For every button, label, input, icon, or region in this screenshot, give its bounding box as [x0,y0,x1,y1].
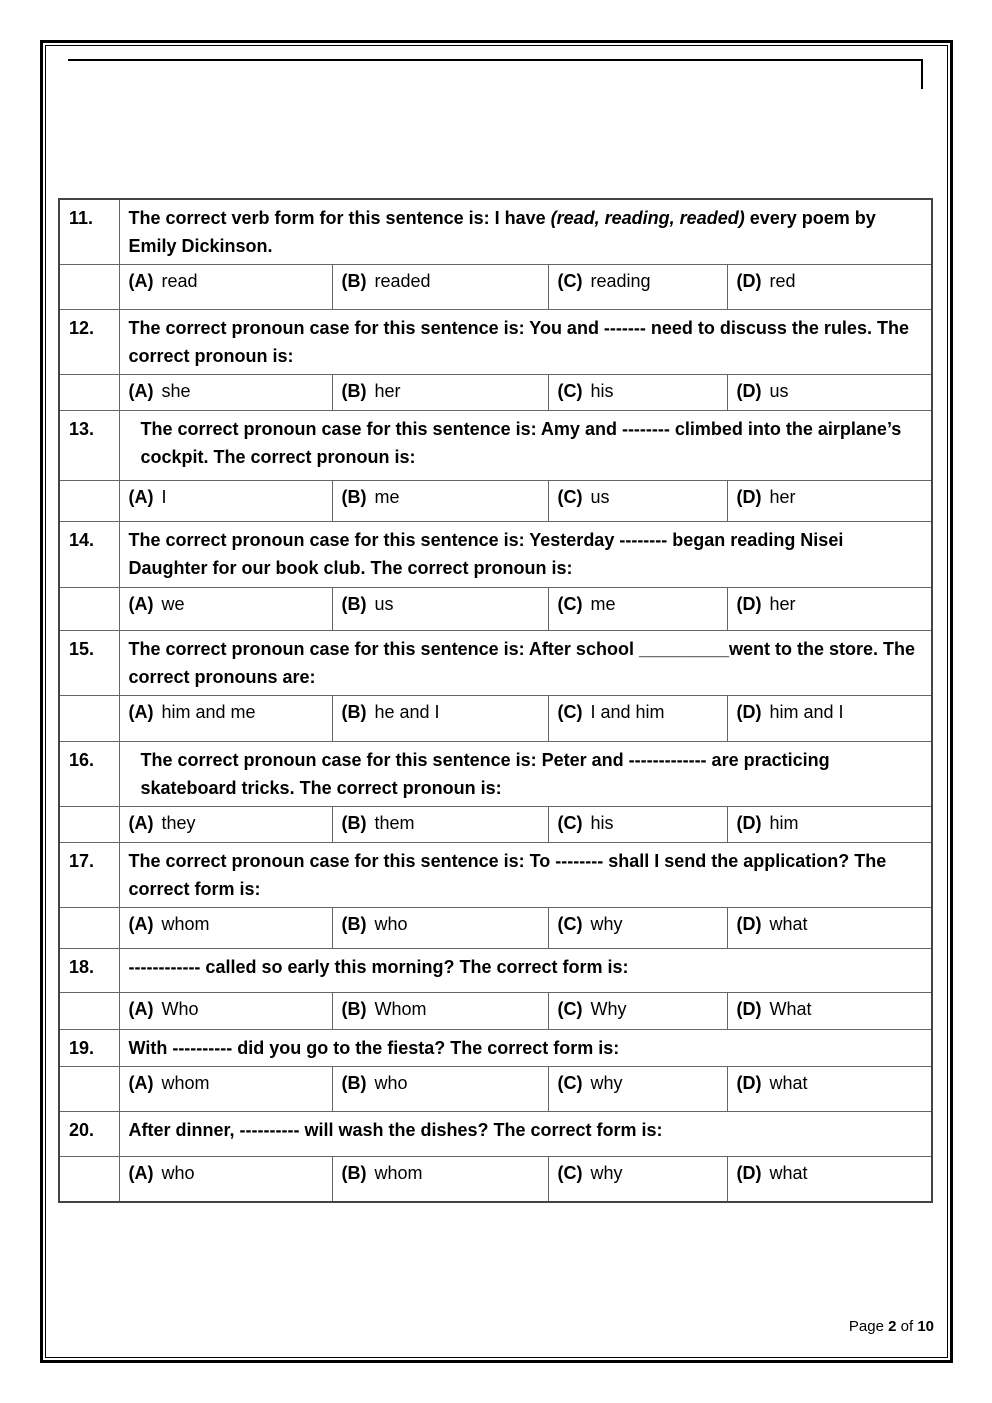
options-row [59,993,932,1030]
option-b[interactable]: (B) them [332,807,548,843]
question-row [59,631,932,696]
option-d[interactable]: (D) what [727,908,932,949]
option-d[interactable]: (D) what [727,1067,932,1112]
options-row [59,807,932,843]
question-text: With ---------- did you go to the fiesta? The correct form is: [119,1030,932,1067]
question-row [59,742,932,807]
option-b[interactable]: (B) readed [332,265,548,310]
question-row [59,1112,932,1157]
question-number: 13. [59,411,119,481]
question-row [59,522,932,588]
question-text: The correct pronoun case for this sentence is: Amy and -------- climbed into the airplane’s cockpit. The correct pronoun is: [119,411,932,481]
option-b[interactable]: (B) me [332,481,548,522]
question-text: ------------ called so early this morning? The correct form is: [119,949,932,993]
options-row [59,375,932,411]
option-d[interactable]: (D) him and I [727,696,932,742]
question-number: 15. [59,631,119,696]
option-a[interactable]: (A) she [119,375,332,411]
option-a[interactable]: (A) him and me [119,696,332,742]
options-row [59,588,932,631]
option-c[interactable]: (C) why [548,908,727,949]
option-c[interactable]: (C) us [548,481,727,522]
option-b[interactable]: (B) who [332,1067,548,1112]
option-b[interactable]: (B) us [332,588,548,631]
option-c[interactable]: (C) reading [548,265,727,310]
question-text: After dinner, ---------- will wash the dishes? The correct form is: [119,1112,932,1157]
question-row [59,199,932,265]
options-row [59,1157,932,1202]
question-number: 12. [59,310,119,375]
question-text: The correct pronoun case for this sentence is: Peter and ------------- are practicing skateboard tricks. The correct pronoun is: [119,742,932,807]
option-d[interactable]: (D) her [727,481,932,522]
option-a[interactable]: (A) we [119,588,332,631]
option-c[interactable]: (C) why [548,1157,727,1202]
option-c[interactable]: (C) Why [548,993,727,1030]
option-c[interactable]: (C) I and him [548,696,727,742]
options-row [59,696,932,742]
header-rule-tick [921,59,923,89]
option-c[interactable]: (C) why [548,1067,727,1112]
question-table [58,198,933,1203]
option-d[interactable]: (D) What [727,993,932,1030]
options-row [59,1067,932,1112]
question-text: The correct pronoun case for this sentence is: To -------- shall I send the application? The correct form is: [119,843,932,908]
question-row [59,310,932,375]
option-a[interactable]: (A) who [119,1157,332,1202]
option-a[interactable]: (A) I [119,481,332,522]
question-number: 20. [59,1112,119,1157]
option-a[interactable]: (A) read [119,265,332,310]
option-b[interactable]: (B) who [332,908,548,949]
option-a[interactable]: (A) they [119,807,332,843]
option-b[interactable]: (B) her [332,375,548,411]
question-text: The correct pronoun case for this sentence is: You and ------- need to discuss the rules. The correct pronoun is: [119,310,932,375]
option-c[interactable]: (C) his [548,375,727,411]
option-d[interactable]: (D) red [727,265,932,310]
option-d[interactable]: (D) us [727,375,932,411]
option-c[interactable]: (C) his [548,807,727,843]
question-row [59,843,932,908]
question-number: 19. [59,1030,119,1067]
option-b[interactable]: (B) whom [332,1157,548,1202]
option-c[interactable]: (C) me [548,588,727,631]
question-row [59,949,932,993]
option-b[interactable]: (B) he and I [332,696,548,742]
options-row [59,481,932,522]
option-a[interactable]: (A) whom [119,908,332,949]
question-text: The correct pronoun case for this sentence is: After school _________went to the store. The correct pronouns are: [119,631,932,696]
question-number: 11. [59,199,119,265]
question-text: The correct verb form for this sentence is: I have (read, reading, readed) every poem by Emily Dickinson. [119,199,932,265]
question-number: 16. [59,742,119,807]
options-row [59,265,932,310]
question-row [59,1030,932,1067]
option-d[interactable]: (D) what [727,1157,932,1202]
option-d[interactable]: (D) him [727,807,932,843]
question-number: 18. [59,949,119,993]
option-d[interactable]: (D) her [727,588,932,631]
header-rule [68,59,923,61]
page-number: Page 2 of 10 [848,1318,934,1335]
question-number: 17. [59,843,119,908]
question-text: The correct pronoun case for this sentence is: Yesterday -------- began reading Nisei Daughter for our book club. The correct pronoun is: [119,522,932,588]
question-number: 14. [59,522,119,588]
option-a[interactable]: (A) Who [119,993,332,1030]
option-b[interactable]: (B) Whom [332,993,548,1030]
options-row [59,908,932,949]
question-row [59,411,932,481]
verb-choices: (read, reading, readed) [550,208,745,228]
option-a[interactable]: (A) whom [119,1067,332,1112]
